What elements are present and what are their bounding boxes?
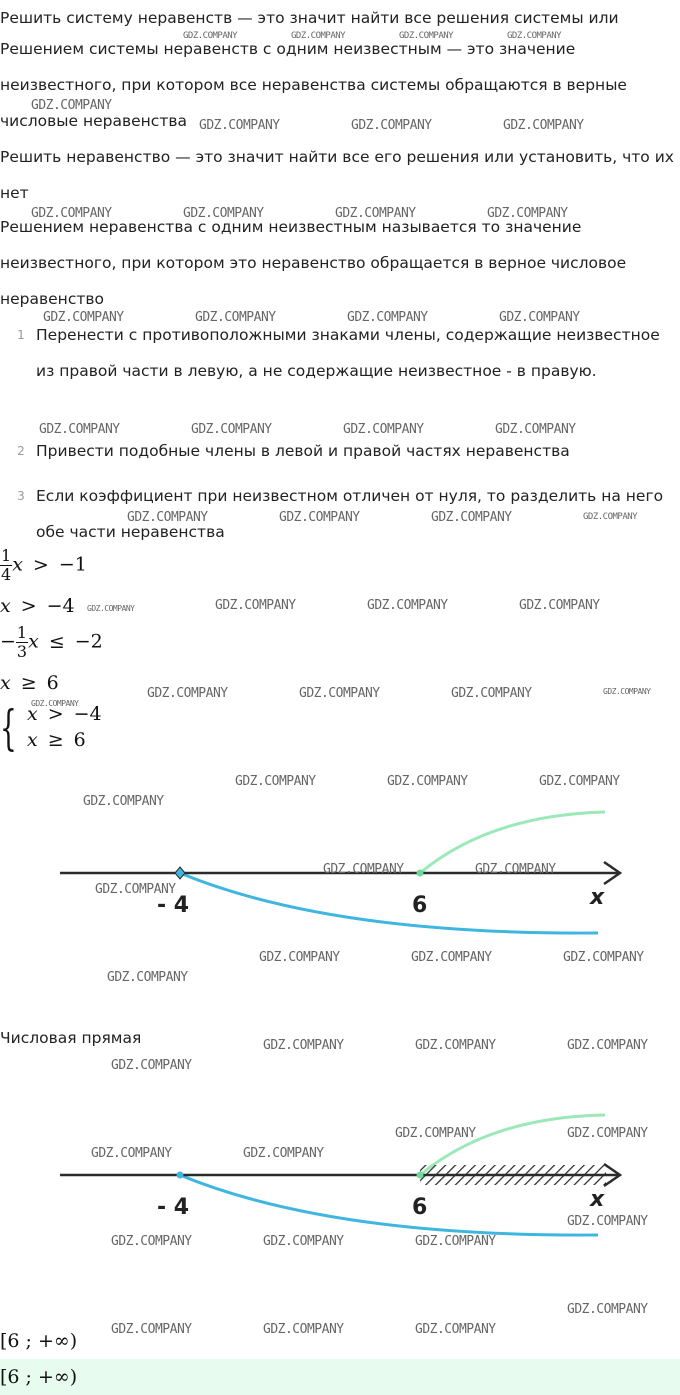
watermark: GDZ.COMPANY <box>415 1322 496 1337</box>
watermark: GDZ.COMPANY <box>199 118 280 133</box>
axis-label-x: x <box>590 885 605 910</box>
watermark: GDZ.COMPANY <box>323 862 404 877</box>
watermark: GDZ.COMPANY <box>215 598 296 613</box>
system-line-1: x > −4 <box>27 703 102 725</box>
watermark: GDZ.COMPANY <box>539 774 620 789</box>
watermark: GDZ.COMPANY <box>503 118 584 133</box>
inequality-4: x ≥ 6 <box>0 672 59 694</box>
watermark: GDZ.COMPANY <box>411 950 492 965</box>
point-label-6: 6 <box>412 1195 428 1220</box>
watermark: GDZ.COMPANY <box>367 598 448 613</box>
paragraph-system-solution-definition: Решением системы неравенств с одним неизвестным — это значение неизвестного, при котором все неравенства системы обращаются в верные числовые неравенства <box>0 40 627 130</box>
step-item <box>0 317 680 425</box>
watermark: GDZ.COMPANY <box>563 950 644 965</box>
watermark: GDZ.COMPANY <box>111 1234 192 1249</box>
fraction: $\frac{1}{3}$ <box>16 623 28 661</box>
watermark: GDZ.COMPANY <box>603 687 651 696</box>
system-line-2: x ≥ 6 <box>27 729 86 751</box>
watermark: GDZ.COMPANY <box>31 699 79 708</box>
watermark: GDZ.COMPANY <box>195 310 276 325</box>
watermark: GDZ.COMPANY <box>91 1146 172 1161</box>
watermark: GDZ.COMPANY <box>263 1038 344 1053</box>
watermark: GDZ.COMPANY <box>259 950 340 965</box>
step-text: Привести подобные члены в левой и правой частях неравенства <box>36 442 570 460</box>
watermark: GDZ.COMPANY <box>335 206 416 221</box>
watermark: GDZ.COMPANY <box>111 1058 192 1073</box>
paragraph-inequality-solve: Решить неравенство — это значит найти все его решения или установить, что их нет <box>0 148 674 202</box>
watermark: GDZ.COMPANY <box>183 206 264 221</box>
watermark: GDZ.COMPANY <box>95 882 176 897</box>
watermark: GDZ.COMPANY <box>183 31 238 41</box>
watermark: GDZ.COMPANY <box>31 206 112 221</box>
watermark: GDZ.COMPANY <box>87 604 135 613</box>
watermark: GDZ.COMPANY <box>147 686 228 701</box>
point-label-6: 6 <box>412 893 428 918</box>
watermark: GDZ.COMPANY <box>191 422 272 437</box>
watermark: GDZ.COMPANY <box>395 1126 476 1141</box>
step-text: Перенести с противоположными знаками члены, содержащие неизвестное из правой части в левую, а не содержащие неизвестное - в правую. <box>36 326 660 380</box>
watermark: GDZ.COMPANY <box>567 1038 648 1053</box>
watermark: GDZ.COMPANY <box>495 422 576 437</box>
blue-arc <box>180 873 598 933</box>
watermark: GDZ.COMPANY <box>487 206 568 221</box>
watermark: GDZ.COMPANY <box>347 310 428 325</box>
watermark: GDZ.COMPANY <box>431 510 512 525</box>
watermark: GDZ.COMPANY <box>519 598 600 613</box>
watermark: GDZ.COMPANY <box>415 1234 496 1249</box>
watermark: GDZ.COMPANY <box>567 1214 648 1229</box>
answer-interval: [6 ; +∞) <box>0 1330 78 1352</box>
watermark: GDZ.COMPANY <box>83 794 164 809</box>
number-line-caption: Числовая прямая <box>0 1029 142 1047</box>
watermark: GDZ.COMPANY <box>583 512 638 522</box>
watermark: GDZ.COMPANY <box>351 118 432 133</box>
point-6-marker <box>417 1172 424 1179</box>
system-brace: { <box>0 700 17 756</box>
step-number: 1 <box>17 328 25 342</box>
paragraph-inequality-solution-definition: Решением неравенства с одним неизвестным называется то значение неизвестного, при котором это неравенство обращается в верное числовое неравенство <box>0 218 627 308</box>
number-line-2 <box>0 1095 680 1255</box>
watermark: GDZ.COMPANY <box>415 1038 496 1053</box>
point-label-minus-4: - 4 <box>157 893 190 918</box>
watermark: GDZ.COMPANY <box>127 510 208 525</box>
watermark: GDZ.COMPANY <box>243 1146 324 1161</box>
watermark: GDZ.COMPANY <box>343 422 424 437</box>
watermark: GDZ.COMPANY <box>567 1126 648 1141</box>
point-label-minus-4: - 4 <box>157 1195 190 1220</box>
watermark: GDZ.COMPANY <box>567 1302 648 1317</box>
watermark: GDZ.COMPANY <box>507 31 562 41</box>
watermark: GDZ.COMPANY <box>499 310 580 325</box>
watermark: GDZ.COMPANY <box>387 774 468 789</box>
step-number: 2 <box>17 444 25 458</box>
watermark: GDZ.COMPANY <box>111 1322 192 1337</box>
watermark: GDZ.COMPANY <box>451 686 532 701</box>
inequality-2: x > −4 <box>0 595 75 617</box>
watermark: GDZ.COMPANY <box>299 686 380 701</box>
axis-label-x: x <box>590 1187 605 1212</box>
step-number: 3 <box>17 489 25 503</box>
watermark: GDZ.COMPANY <box>279 510 360 525</box>
watermark: GDZ.COMPANY <box>475 862 556 877</box>
answer-highlighted: [6 ; +∞) <box>0 1359 680 1395</box>
watermark: GDZ.COMPANY <box>263 1322 344 1337</box>
watermark: GDZ.COMPANY <box>43 310 124 325</box>
watermark: GDZ.COMPANY <box>235 774 316 789</box>
watermark: GDZ.COMPANY <box>263 1234 344 1249</box>
watermark: GDZ.COMPANY <box>31 98 112 113</box>
watermark: GDZ.COMPANY <box>291 31 346 41</box>
point-6-marker <box>417 870 424 877</box>
point-minus-4-marker <box>175 867 185 879</box>
watermark: GDZ.COMPANY <box>107 970 188 985</box>
inequality-3: − $\frac{1}{3}$ x ≤ −2 <box>0 623 103 661</box>
point-minus-4-marker <box>177 1172 184 1179</box>
watermark: GDZ.COMPANY <box>399 31 454 41</box>
paragraph-system-solve: Решить систему неравенств — это значит найти все решения системы или <box>0 9 619 27</box>
watermark: GDZ.COMPANY <box>39 422 120 437</box>
step-text: Если коэффициент при неизвестном отличен от нуля, то разделить на него обе части неравенства <box>36 487 664 541</box>
inequality-1: $\frac{1}{4}$ x > −1 <box>1 546 87 584</box>
fraction: $\frac{1}{4}$ <box>1 546 12 584</box>
